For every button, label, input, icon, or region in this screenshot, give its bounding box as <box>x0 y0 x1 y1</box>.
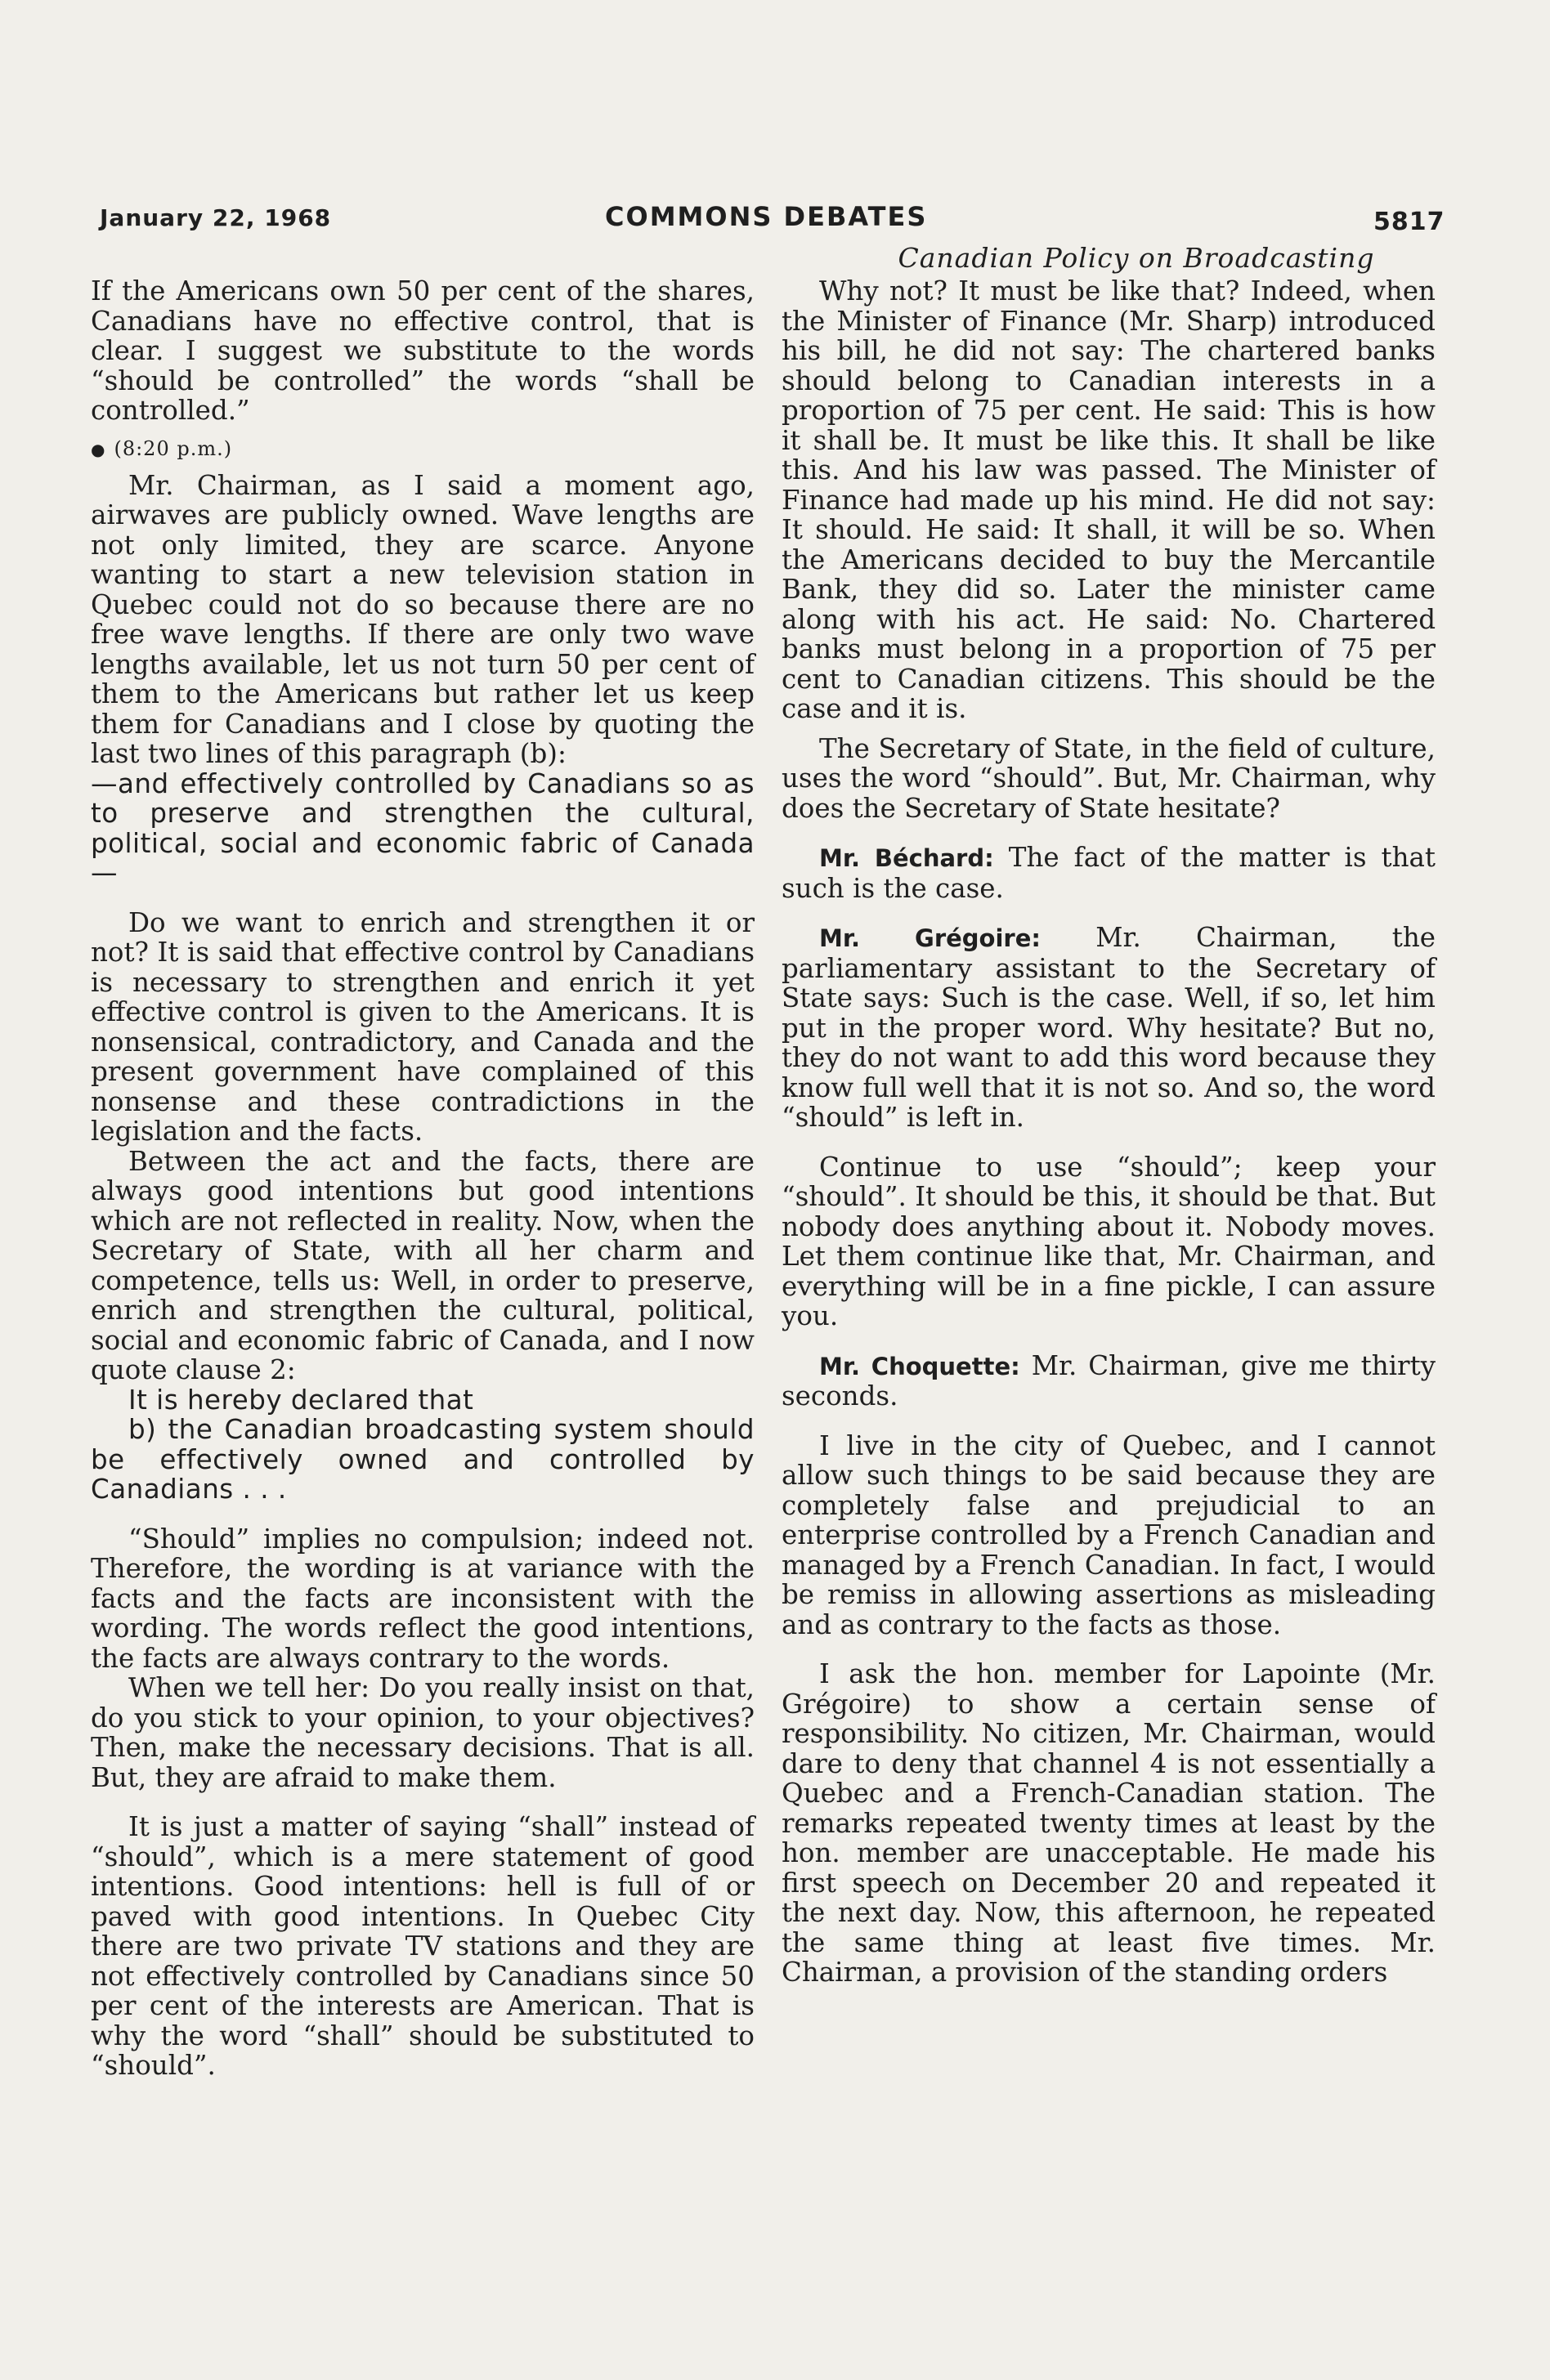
paragraph: Why not? It must be like that? Indeed, when the Minister of Finance (Mr. Sharp) introduced his bill, he did not say: The chartered banks should belong to Canadian interests in a proportion of 75 per cent. He said: This is how it shall be. It must be like this. It shall be like this. And his law was passed. The Minister of Finance had made up his mind. He did not say: It should. He said: It shall, it will be so. When the Americans decided to buy the Mercantile Bank, they did so. Later the minister came along with his act. He said: No. Chartered banks must belong in a proportion of 75 per cent to Canadian citizens. This should be the case and it is. <box>782 275 1436 724</box>
header-publication: COMMONS DEBATES <box>605 201 928 232</box>
bullet-icon: ● <box>91 439 106 459</box>
page-header <box>0 195 1550 235</box>
block-quote: —and effectively controlled by Canadians so as to preserve and strengthen the cultural, political, social and economic fabric of Canada— <box>91 767 755 888</box>
speech-text: The fact of the matter is that such is the case. <box>782 842 1436 904</box>
paragraph: The Secretary of State, in the field of culture, uses the word “should”. But, Mr. Chairman, why does the Secretary of State hesitate? <box>782 732 1436 824</box>
paragraph: If the Americans own 50 per cent of the shares, Canadians have no effective control, that is clear. I suggest we substitute to the words “should be controlled” the words “shall be controlled.” <box>91 275 755 426</box>
block-quote: It is hereby declared that <box>128 1384 474 1416</box>
speaker-name: Mr. Choquette: <box>819 1352 1020 1380</box>
paragraph: It is just a matter of saying “shall” instead of “should”, which is a mere statement of good intentions. Good intentions: hell is full of or paved with good intentions. In Quebec City there are two private TV stations and they are not effectively controlled by Canadians since 50 per cent of the interests are American. That is why the word “shall” should be substituted to “should”. <box>91 1811 755 2081</box>
speech-paragraph <box>782 923 1436 1133</box>
time-text: (8:20 p.m.) <box>114 436 233 460</box>
header-page-number: 5817 <box>1373 208 1445 236</box>
speech-text: Mr. Chairman, the parliamentary assistant to the Secretary of State says: Such is the case. Well, if so, let him put in the proper word. Why hesitate? But no, they do not want to add this word because they know full well that it is not so. And so, the word “should” is left in. <box>782 922 1436 1133</box>
right-column <box>782 276 1436 1988</box>
paragraph: I ask the hon. member for Lapointe (Mr. Grégoire) to show a certain sense of responsibility. No citizen, Mr. Chairman, would dare to deny that channel 4 is not essentially a Quebec and a French-Canadian station. The remarks repeated twenty times at least by the hon. member are unacceptable. He made his first speech on December 20 and repeated it the next day. Now, this afternoon, he repeated the same thing at least five times. Mr. Chairman, a provision of the standing orders <box>782 1658 1436 1988</box>
block-quote: b) the Canadian broadcasting system should be effectively owned and controlled by Canadians . . . <box>91 1414 755 1505</box>
speech-text: Mr. Chairman, give me thirty seconds. <box>782 1349 1436 1411</box>
paragraph: When we tell her: Do you really insist on that, do you stick to your opinion, to your objectives? Then, make the necessary decisions. That is all. But, they are afraid to make them. <box>91 1672 755 1793</box>
paragraph: “Should” implies no compulsion; indeed not. Therefore, the wording is at variance with the facts and the facts are inconsistent with the wording. The words reflect the good intentions, the facts are always contrary to the words. <box>91 1523 755 1674</box>
paragraph: I live in the city of Quebec, and I cannot allow such things to be said because they are completely false and prejudicial to an enterprise controlled by a French Canadian and managed by a French Canadian. In fact, I would be remiss in allowing assertions as misleading and as contrary to the facts as those. <box>782 1429 1436 1640</box>
speaker-name: Mr. Béchard: <box>819 844 994 872</box>
speech-paragraph <box>782 843 1436 903</box>
left-column <box>91 276 755 2081</box>
paragraph: Between the act and the facts, there are always good intentions but good intentions which are not reflected in reality. Now, when the Secretary of State, with all her charm and competence, tells us: Well, in order to preserve, enrich and strengthen the cultural, political, social and economic fabric of Canada, and I now quote clause 2: <box>91 1145 755 1385</box>
speaker-name: Mr. Grégoire: <box>819 924 1041 952</box>
header-date: January 22, 1968 <box>100 204 332 231</box>
speech-paragraph <box>782 1351 1436 1411</box>
paragraph: Mr. Chairman, as I said a moment ago, airwaves are publicly owned. Wave lengths are not only limited, they are scarce. Anyone wanting to start a new television station in Quebec could not do so because there are no free wave lengths. If there are only two wave lengths available, let us not turn 50 per cent of them to the Americans but rather let us keep them for Canadians and I close by quoting the last two lines of this paragraph (b): <box>91 469 755 769</box>
paragraph: Do we want to enrich and strengthen it or not? It is said that effective control by Canadians is necessary to strengthen and enrich it yet effective control is given to the Americans. It is nonsensical, contradictory, and Canada and the present government have complained of this nonsense and these contradictions in the legislation and the facts. <box>91 906 755 1147</box>
section-subheading: Canadian Policy on Broadcasting <box>898 242 1375 274</box>
time-marker <box>91 434 755 464</box>
paragraph: Continue to use “should”; keep your “should”. It should be this, it should be that. But nobody does anything about it. Nobody moves. Let them continue like that, Mr. Chairman, and everything will be in a fine pickle, I can assure you. <box>782 1151 1436 1331</box>
